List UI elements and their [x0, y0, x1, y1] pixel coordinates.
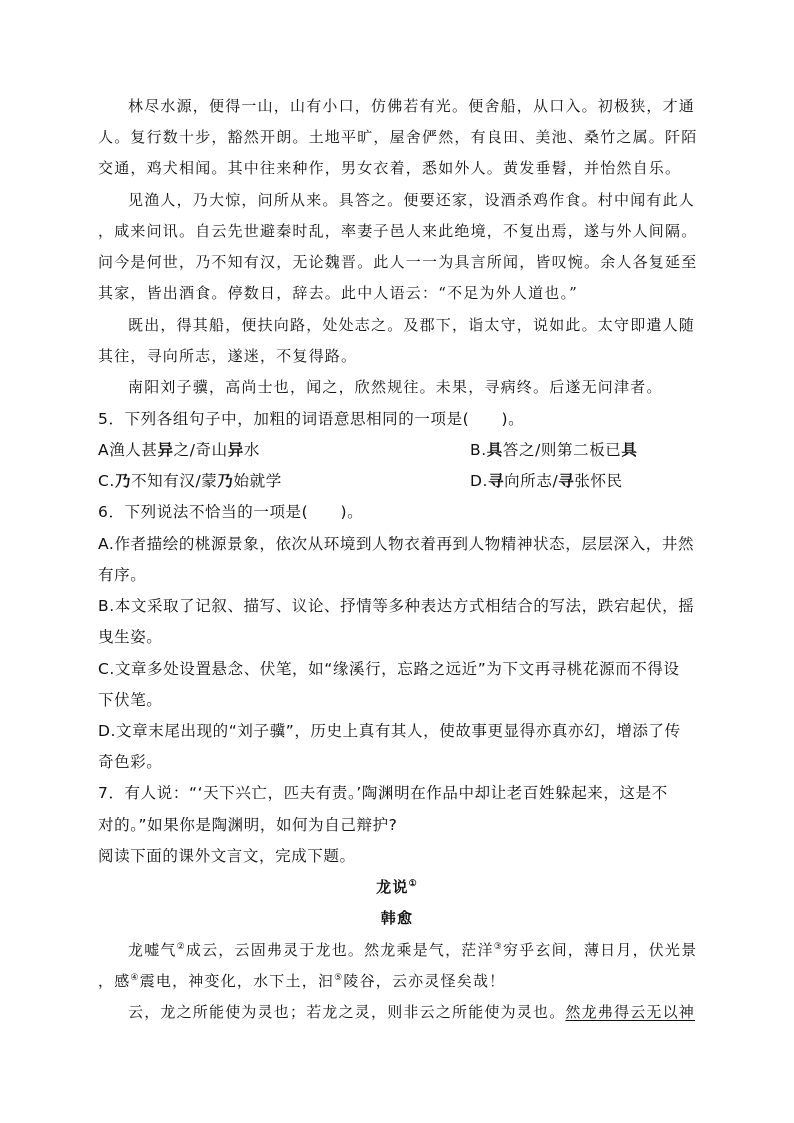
passage-line: 林尽水源，便得一山，山有小口，仿佛若有光。便舍船，从口入。初极狭，才通 [128, 97, 696, 115]
passage-line: 其家，皆出酒食。停数日，辞去。此中人语云：“不足为外人道也。” [98, 284, 579, 302]
option-d: D.寻向所志/寻张怀民 [470, 472, 623, 490]
option-b-cont: 曳生姿。 [98, 628, 163, 646]
option-b: B.本文采取了记叙、描写、议论、抒情等多种表达方式相结合的写法，跌宕起伏，摇 [98, 597, 695, 615]
option-c: C.乃不知有汉/蒙乃始就学 [98, 472, 282, 490]
passage-line: 见渔人，乃大惊，问所从来。具答之。便要还家，设酒杀鸡作食。村中闻有此人 [128, 191, 696, 209]
option-d-cont: 奇色彩。 [98, 753, 163, 771]
question-7-stem-cont: 对的。”如果你是陶渊明，如何为自己辩护? [98, 816, 398, 834]
option-c: C.文章多处设置悬念、伏笔，如“缘溪行，忘路之远近”为下文再寻桃花源而不得设 [98, 660, 680, 678]
passage-line: 问今是何世，乃不知有汉，无论魏晋。此人一一为具言所闻，皆叹惋。余人各复延至 [98, 253, 698, 271]
passage-line: 其往，寻向所志，遂迷，不复得路。 [98, 347, 358, 365]
reading-instruction: 阅读下面的课外文言文，完成下题。 [98, 847, 356, 865]
passage-line: 交通，鸡犬相闻。其中往来种作，男女衣着，悉如外人。黄发垂髫，并怡然自乐。 [98, 159, 682, 177]
footnote-mark: ① [408, 879, 418, 889]
question-5-stem: 5．下列各组句子中，加粗的词语意思相同的一项是( )。 [98, 410, 525, 428]
passage-line: 既出，得其船，便扶向路，处处志之。及郡下，诣太守，说如此。太守即遣人随 [128, 316, 696, 334]
option-b: B.具答之/则第二板已具 [470, 441, 638, 459]
question-7-stem: 7．有人说：“‘天下兴亡，匹夫有责。’陶渊明在作品中却让老百姓躲起来，这是不 [98, 784, 668, 802]
article-title: 龙说① [376, 878, 418, 896]
passage-line: 南阳刘子骥，高尚士也，闻之，欣然规往。未果，寻病终。后遂无问津者。 [128, 378, 663, 396]
option-d: D.文章末尾出现的“刘子骥”，历史上真有其人，使故事更显得亦真亦幻，增添了传 [98, 722, 681, 740]
question-5-options-cd [98, 471, 698, 491]
passage-line: ，咸来问讯。自云先世避秦时乱，率妻子邑人来此绝境，不复出焉，遂与外人间隔。 [98, 222, 698, 240]
article-line: 云，龙之所能使为灵也；若龙之灵，则非云之所能使为灵也。然龙弗得云无以神 [128, 1003, 696, 1021]
article-line: 龙嘘气②成云，云固弗灵于龙也。然龙乘是气，茫洋③穷乎玄间，薄日月，伏光景 [128, 941, 698, 959]
option-a-cont: 有序。 [98, 566, 147, 584]
option-a: A渔人甚异之/奇山异水 [98, 441, 260, 459]
article-author: 韩愈 [380, 909, 414, 927]
option-a: A.作者描绘的桃源景象，依次从环境到人物衣着再到人物精神状态，层层深入，井然 [98, 535, 695, 553]
option-c-cont: 下伏笔。 [98, 691, 163, 709]
question-6-stem: 6．下列说法不恰当的一项是( )。 [98, 503, 364, 521]
article-line: ，感④震电，神变化，水下土，汩⑤陵谷，云亦灵怪矣哉！ [98, 972, 506, 990]
underlined-sentence: 然龙弗得云无以神 [565, 1003, 696, 1021]
question-5-options-ab [98, 440, 698, 460]
passage-line: 人。复行数十步，豁然开朗。土地平旷，屋舍俨然，有良田、美池、桑竹之属。阡陌 [98, 128, 698, 146]
